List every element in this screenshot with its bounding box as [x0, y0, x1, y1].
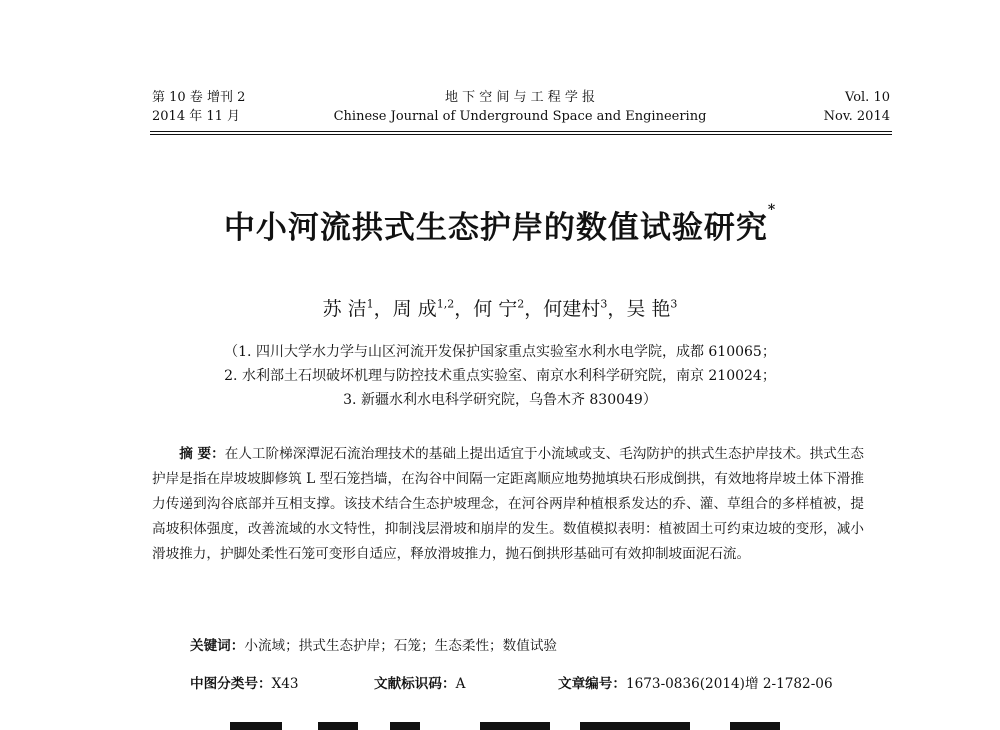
affiliation-3: 3. 新疆水利水电科学研究院，乌鲁木齐 830049） [343, 392, 657, 408]
header-date: 2014 年 11 月 [152, 109, 241, 124]
author-list: 苏 洁$^1$，周 成$^{1,2}$，何 宁$^2$，何建村$^3$，吴 艳$^3$ [322, 297, 678, 320]
keywords-label: 关键词： [190, 638, 245, 654]
header-vol-block [760, 88, 890, 126]
author-affil-sup: 2 [517, 297, 525, 311]
journal-name-en: Chinese Journal of Underground Space and Engineering [333, 109, 707, 124]
document-code [374, 672, 465, 692]
header-vol-en: Vol. 10 [845, 90, 890, 105]
cropped-glyphs [390, 722, 420, 730]
author-name: 周 成 [392, 298, 437, 320]
author-affil-sup: 1 [366, 297, 374, 311]
abstract-label: 摘 要： [179, 446, 225, 462]
cropped-glyphs [730, 722, 780, 730]
affiliation-2: 2. 水利部土石坝破坏机理与防控技术重点实验室、南京水利科学研究院，南京 210024； [224, 368, 776, 384]
cropped-glyphs [318, 722, 358, 730]
article-number-label: 文章编号： [558, 676, 626, 692]
author-name: 何建村 [543, 298, 601, 320]
header-rule-top [150, 131, 892, 132]
author-name: 苏 洁 [322, 298, 367, 320]
title-footnote-mark: * [767, 202, 777, 218]
author-affil-sup: 3 [670, 297, 678, 311]
cropped-glyphs [480, 722, 550, 730]
author-name: 吴 艳 [626, 298, 671, 320]
clc-label: 中图分类号： [190, 676, 272, 692]
affiliation-1: （1. 四川大学水力学与山区河流开发保护国家重点实验室水利水电学院，成都 610065； [224, 344, 776, 360]
header-date-en: Nov. 2014 [823, 109, 890, 124]
article-number-value: 1673-0836(2014)增 2-1782-06 [625, 676, 833, 692]
header-journal-block [320, 88, 720, 126]
journal-name-cn: 地 下 空 间 与 工 程 学 报 [444, 90, 596, 105]
author-name: 何 宁 [473, 298, 518, 320]
paper-title-text: 中小河流拱式生态护岸的数值试验研究 [223, 210, 768, 246]
abstract-text: 在人工阶梯深潭泥石流治理技术的基础上提出适宜于小流域或支、毛沟防护的拱式生态护岸技术。拱式生态护岸是指在岸坡坡脚修筑 L 型石笼挡墙，在沟谷中间隔一定距离顺应地势抛填块石形成倒拱，有效地将岸坡土体下滑推力传递到沟谷底部并互相支撑。该技术结合生态护坡理念，在河谷两岸种植根系发达的乔、灌、草组合的多样植被，提高坡积体强度，改善流域的水文特性，抑制浅层滑坡和崩岸的发生。数值模拟表明：植被固土可约束边坡的变形，减小滑坡推力，护脚处柔性石笼可变形自适应，释放滑坡推力，抛石倒拱形基础可有效抑制坡面泥石流。 [152, 446, 864, 562]
abstract [152, 442, 864, 567]
cropped-glyphs [580, 722, 690, 730]
author-affil-sup: 1,2 [436, 297, 455, 311]
paper-title [120, 202, 880, 247]
cropped-glyphs [230, 722, 282, 730]
header-rule-bottom [150, 134, 892, 135]
doc-code-value: A [455, 676, 466, 692]
keywords-text: 小流域；拱式生态护岸；石笼；生态柔性；数值试验 [244, 638, 558, 654]
article-number [558, 672, 833, 692]
clc-value: X43 [271, 676, 299, 692]
author-affil-sup: 3 [600, 297, 608, 311]
header-volume: 第 10 卷 增刊 2 [152, 90, 246, 105]
doc-code-label: 文献标识码： [374, 676, 456, 692]
clc-code [190, 672, 299, 692]
keywords [190, 634, 870, 654]
header-volume-block [152, 88, 282, 126]
